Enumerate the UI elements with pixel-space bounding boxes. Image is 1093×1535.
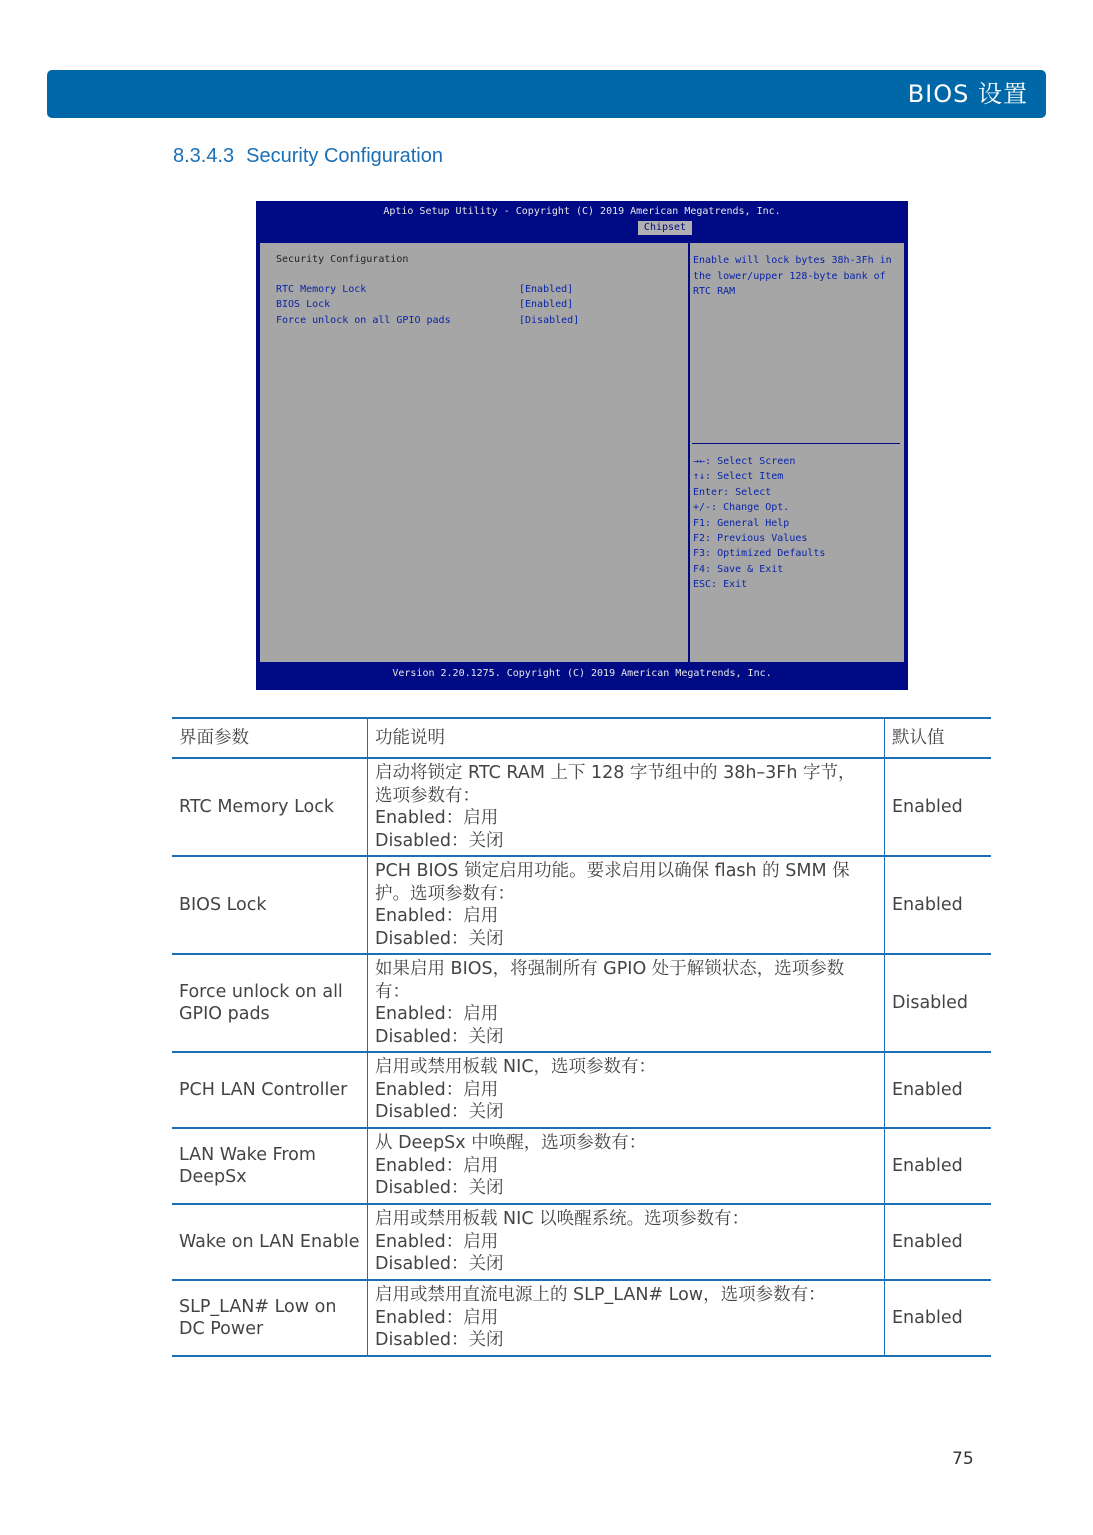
desc-cell [368,856,885,954]
param-cell: Force unlock on all GPIO pads [172,954,368,1052]
desc-cell [368,1204,885,1280]
bios-help-panel [690,243,904,662]
key-hint: F2: Previous Values [693,533,808,545]
column-header: 功能说明 [368,718,885,758]
bios-header [256,201,908,241]
param-cell: Wake on LAN Enable [172,1204,368,1280]
default-cell: Enabled [885,1280,992,1356]
desc-line: Disabled：关闭 [375,1330,504,1351]
bios-item-value[interactable]: [Enabled] [519,299,574,310]
bios-footer: Version 2.20.1275. Copyright (C) 2019 American Megatrends, Inc. [392,668,772,679]
bios-body [259,242,905,663]
table-row [172,758,991,856]
default-cell: Enabled [885,1052,992,1128]
table-row [172,1204,991,1280]
desc-line: Disabled：关闭 [375,1178,504,1199]
bios-key-legend [693,454,825,593]
chapter-header-bar [47,70,1046,118]
desc-line: 如果启用 BIOS，将强制所有 GPIO 处于解锁状态，选项参数有： [375,959,845,1002]
bios-item-label: Force unlock on all GPIO pads [276,315,451,326]
param-cell: SLP_LAN# Low on DC Power [172,1280,368,1356]
tab-chipset[interactable]: Chipset [638,221,692,235]
bios-item-force-unlock-gpio[interactable] [276,315,681,329]
desc-line: Enabled：启用 [375,1307,499,1328]
default-cell: Disabled [885,954,992,1052]
desc-line: 启用或禁用板载 NIC，选项参数有： [375,1057,657,1078]
page-number: 75 [952,1449,974,1469]
key-hint: Enter: Select [693,486,772,498]
bios-item-value[interactable]: [Enabled] [519,284,574,295]
desc-cell [368,954,885,1052]
desc-line: Disabled：关闭 [375,928,504,949]
desc-line: 护。选项参数有： [375,883,515,904]
desc-line: 启用或禁用直流电源上的 SLP_LAN# Low，选项参数有： [375,1285,826,1306]
desc-line: 从 DeepSx 中唤醒，选项参数有： [375,1133,647,1154]
table-header-row [172,718,991,758]
bios-settings-panel [260,243,690,662]
desc-line: Disabled：关闭 [375,830,504,851]
desc-line: PCH BIOS 锁定启用功能。要求启用以确保 flash 的 SMM 保 [375,861,850,881]
param-cell: LAN Wake From DeepSx [172,1128,368,1204]
bios-item-rtc-memory-lock[interactable] [276,284,681,298]
bios-help-divider [692,443,900,444]
table-row [172,856,991,954]
bios-screenshot [256,201,908,690]
column-header: 界面参数 [172,718,368,758]
desc-line: 启动将锁定 RTC RAM 上下 128 字节组中的 38h–3Fh 字节， [375,763,856,783]
parameter-table [172,717,991,1357]
desc-line: 选项参数有： [375,785,480,806]
desc-line: Enabled：启用 [375,1155,499,1176]
bios-item-label: RTC Memory Lock [276,284,367,295]
desc-cell [368,1052,885,1128]
param-cell: BIOS Lock [172,856,368,954]
desc-cell [368,1128,885,1204]
key-hint: F3: Optimized Defaults [693,548,826,560]
key-hint: +/-: Change Opt. [693,502,790,514]
default-cell: Enabled [885,1128,992,1204]
param-cell: RTC Memory Lock [172,758,368,856]
desc-line: Enabled：启用 [375,808,499,828]
default-cell: Enabled [885,758,992,856]
desc-line: Enabled：启用 [375,906,499,926]
desc-line: Enabled：启用 [375,1231,499,1252]
key-hint: F1: General Help [693,517,790,529]
key-hint: ESC: Exit [693,579,748,591]
table-row [172,1128,991,1204]
column-header: 默认值 [885,718,992,758]
desc-line: 启用或禁用板载 NIC 以唤醒系统。选项参数有： [375,1209,750,1230]
default-cell: Enabled [885,856,992,954]
chapter-title: BIOS 设置 [907,80,1028,108]
desc-line: Enabled：启用 [375,1004,499,1024]
key-hint: F4: Save & Exit [693,563,784,575]
bios-item-label: BIOS Lock [276,299,331,310]
desc-line: Disabled：关闭 [375,1026,504,1047]
table-row [172,954,991,1052]
bios-section-title: Security Configuration [276,254,409,265]
default-cell: Enabled [885,1204,992,1280]
bios-item-bios-lock[interactable] [276,299,681,313]
desc-cell [368,1280,885,1356]
key-hint: →←: Select Screen [693,456,796,467]
bios-title: Aptio Setup Utility - Copyright (C) 2019 American Megatrends, Inc. [383,206,781,217]
section-number: 8.3.4.3 [173,145,235,167]
section-title: Security Configuration [246,145,443,167]
bios-item-value[interactable]: [Disabled] [519,315,580,326]
section-heading [173,145,443,168]
table-row [172,1052,991,1128]
desc-cell [368,758,885,856]
key-hint: ↑↓: Select Item [693,471,784,483]
desc-line: Disabled：关闭 [375,1254,504,1275]
param-cell: PCH LAN Controller [172,1052,368,1128]
table-row [172,1280,991,1356]
desc-line: Disabled：关闭 [375,1102,504,1123]
desc-line: Enabled：启用 [375,1079,499,1100]
bios-help-text: Enable will lock bytes 38h-3Fh in the lower/upper 128-byte bank of RTC RAM [693,255,892,297]
